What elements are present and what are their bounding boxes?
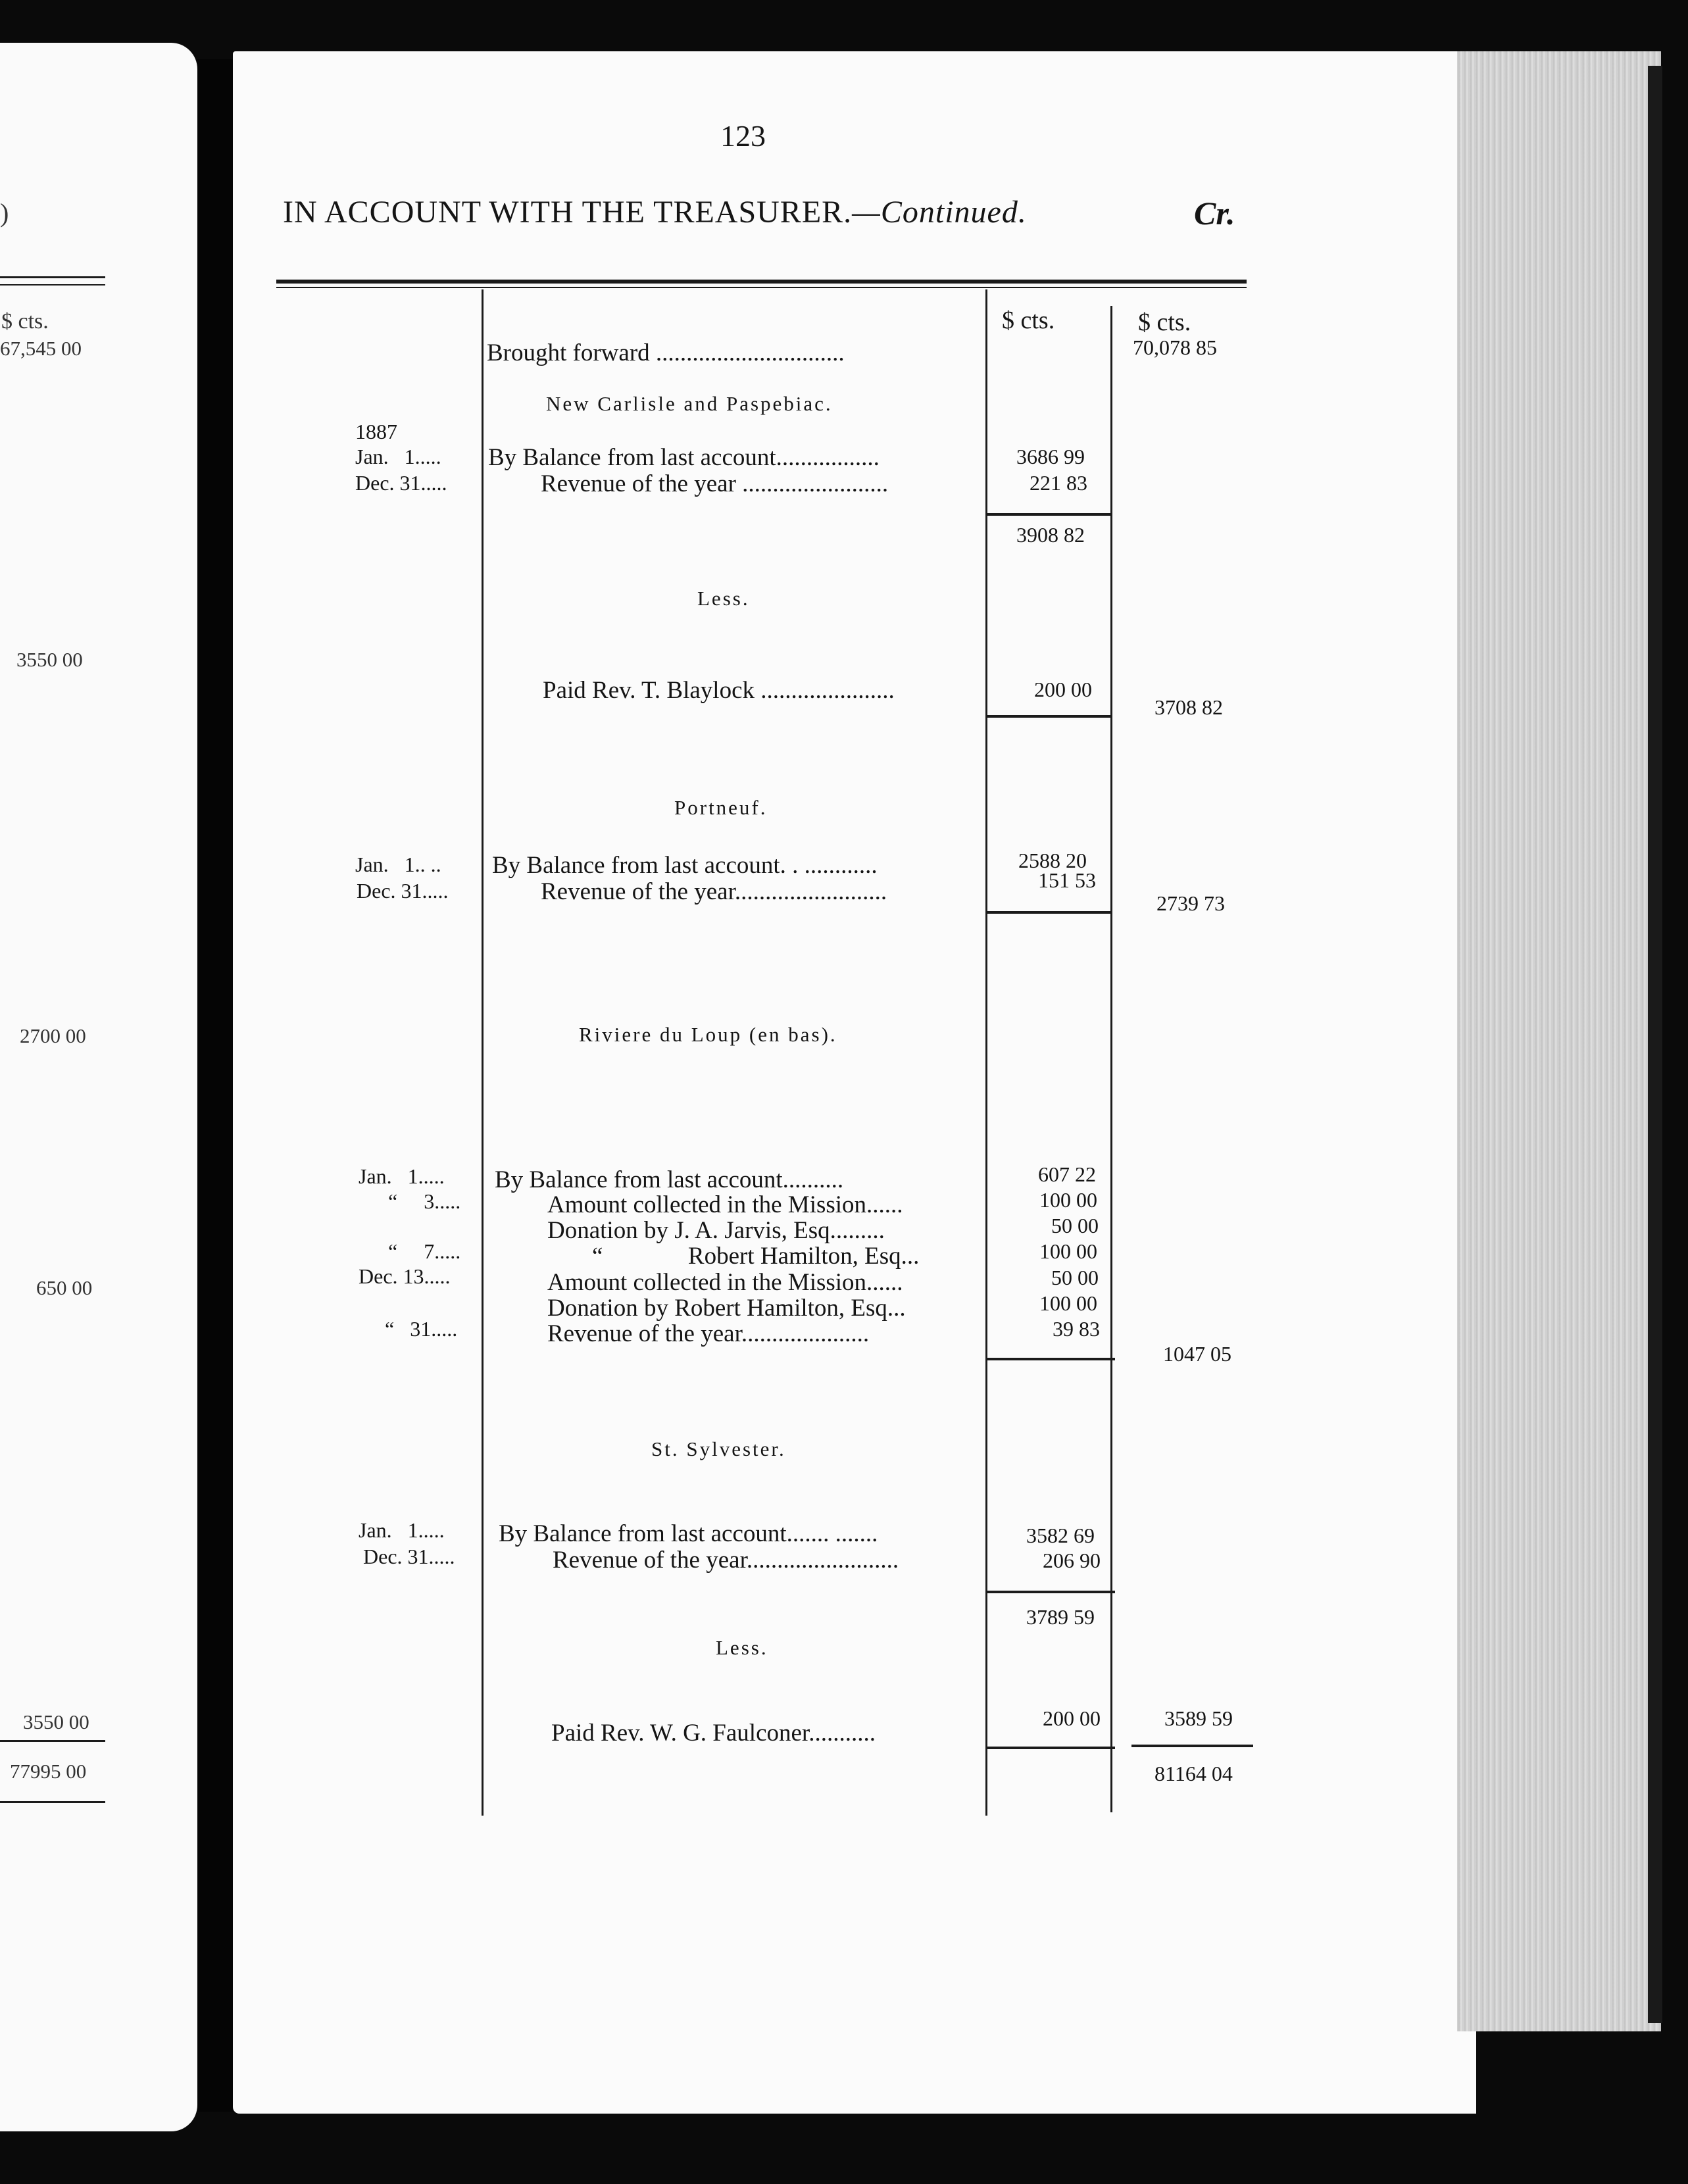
left-paren: ) [0,198,9,228]
entry-amount: 39 83 [1053,1317,1100,1341]
entry-description: By Balance from last account. . ............ [492,852,878,879]
less-label: Less. [697,587,750,610]
entry-amount: 3582 69 [1026,1524,1095,1547]
section-total: 2739 73 [1156,891,1225,915]
year-label: 1887 [355,420,397,443]
payment-amount: 200 00 [1034,678,1092,701]
subtotal-rule [987,1591,1115,1593]
left-rule [0,284,105,285]
left-total: 77995 00 [10,1760,87,1783]
entry-date: Jan. 1..... [355,445,441,468]
header-rule [276,287,1247,288]
col2-header: $ cts. [1138,309,1191,336]
left-col-header: $ cts. [1,309,49,334]
entry-amount: 100 00 [1039,1188,1097,1212]
left-top-value: 67,545 00 [0,337,82,360]
brought-forward-total: 70,078 85 [1133,335,1217,359]
left-rule [0,1801,105,1803]
section-total: 1047 05 [1163,1342,1231,1366]
section-title: New Carlisle and Paspebiac. [546,392,833,415]
total-rule [987,715,1110,718]
section-total: 3589 59 [1164,1706,1233,1730]
total-rule [987,1358,1115,1360]
entry-description: Revenue of the year......................... [553,1547,899,1574]
entry-description: Amount collected in the Mission...... [547,1269,903,1296]
section-title: Portneuf. [674,796,768,819]
entry-amount: 50 00 [1051,1266,1099,1289]
payment-description: Paid Rev. T. Blaylock ...................... [543,677,895,704]
entry-description: By Balance from last account....... ....... [499,1520,878,1547]
page-title: IN ACCOUNT WITH THE TREASURER.—Continued. [283,195,1027,230]
left-rule [0,1740,105,1742]
subtotal-rule [987,513,1110,516]
entry-description: By Balance from last account................. [488,444,880,471]
total-rule [987,911,1110,914]
entry-description: “ Robert Hamilton, Esq... [592,1243,920,1270]
page-edges [1457,51,1661,2031]
brought-forward-label: Brought forward ............................... [487,339,845,366]
entry-date: Jan. 1..... [359,1518,445,1542]
left-value: 3550 00 [16,648,83,671]
entry-amount: 2588 20 [1018,849,1087,872]
amount-column-divider [985,289,987,1816]
entry-description: Donation by J. A. Jarvis, Esq......... [547,1217,885,1244]
left-rule [0,276,105,278]
entry-description: Revenue of the year......................... [541,878,887,905]
entry-amount: 3686 99 [1016,445,1085,468]
total-rule [987,1747,1115,1749]
entry-amount: 206 90 [1043,1549,1101,1572]
right-page [233,51,1476,2114]
entry-date: Jan. 1..... [359,1164,445,1188]
entry-description: By Balance from last account.......... [495,1166,844,1193]
entry-description: Revenue of the year..................... [547,1320,870,1347]
entry-date: Dec. 31..... [357,879,449,903]
page-edges-shadow [1648,66,1662,2023]
entry-amount: 100 00 [1039,1291,1097,1315]
section-total: 3708 82 [1154,695,1223,719]
entry-description: Amount collected in the Mission...... [547,1191,903,1218]
entry-description: Donation by Robert Hamilton, Esq... [547,1295,906,1322]
entry-amount: 100 00 [1039,1239,1097,1263]
total-rule [1131,1745,1253,1747]
total-column-divider [1110,306,1112,1812]
payment-description: Paid Rev. W. G. Faulconer........... [551,1720,876,1747]
entry-amount: 151 53 [1038,868,1096,892]
entry-date: “ 3..... [388,1189,461,1213]
book-spine [197,59,233,2112]
col1-header: $ cts. [1002,307,1055,334]
entry-description: Revenue of the year ........................ [541,470,889,497]
entry-date: “ 7..... [388,1239,461,1263]
entry-amount: 50 00 [1051,1214,1099,1237]
subtotal-amount: 3789 59 [1026,1605,1095,1629]
entry-date: Dec. 31..... [363,1545,455,1568]
section-title: Riviere du Loup (en bas). [579,1023,837,1046]
left-value: 3550 00 [23,1710,89,1733]
entry-amount: 221 83 [1030,471,1087,495]
entry-amount: 607 22 [1038,1162,1096,1186]
payment-amount: 200 00 [1043,1706,1101,1730]
entry-date: Dec. 31..... [355,471,447,495]
less-label: Less. [716,1636,768,1659]
entry-date: Dec. 13..... [359,1264,451,1288]
header-rule [276,280,1247,284]
date-column-divider [482,289,484,1816]
section-title: St. Sylvester. [651,1437,786,1460]
page-number: 123 [720,119,766,153]
entry-date: “ 31..... [385,1317,458,1341]
left-value: 2700 00 [20,1024,86,1047]
subtotal-amount: 3908 82 [1016,523,1085,547]
entry-date: Jan. 1.. .. [355,853,441,876]
left-value: 650 00 [36,1276,93,1299]
grand-total: 81164 04 [1154,1762,1233,1785]
credit-side-label: Cr. [1194,195,1235,232]
